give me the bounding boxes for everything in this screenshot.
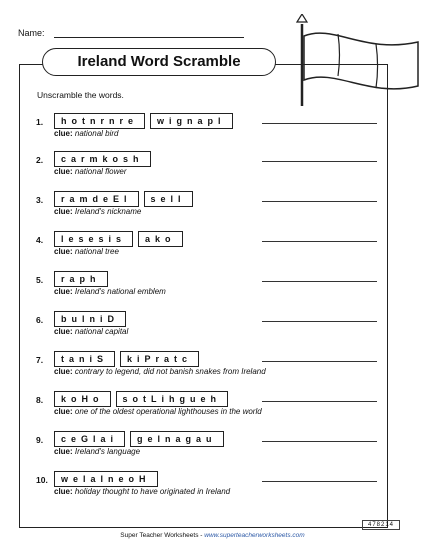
question-number: 10.: [36, 475, 48, 485]
scrambled-words: [54, 113, 233, 129]
clue-label: clue:: [54, 407, 73, 416]
scrambled-words: [54, 231, 183, 247]
answer-line[interactable]: [262, 401, 377, 402]
question-number: 1.: [36, 117, 44, 127]
question-number: 5.: [36, 275, 44, 285]
answer-line[interactable]: [262, 281, 377, 282]
clue-text: [54, 367, 266, 376]
clue-text: [54, 407, 262, 416]
scrambled-words: [54, 431, 224, 447]
clue-text: [54, 287, 166, 296]
clue-label: clue:: [54, 167, 73, 176]
clue-value: Ireland's nickname: [74, 207, 142, 216]
question-item: [36, 191, 386, 227]
clue-value: Ireland's language: [74, 447, 141, 456]
question-number: 8.: [36, 395, 44, 405]
clue-text: [54, 487, 230, 496]
answer-line[interactable]: [262, 361, 377, 362]
scrambled-words: [54, 391, 228, 407]
question-item: [36, 471, 386, 507]
clue-label: clue:: [54, 287, 73, 296]
question-number: 7.: [36, 355, 44, 365]
clue-value: national bird: [74, 129, 119, 138]
question-item: [36, 113, 386, 149]
clue-label: clue:: [54, 129, 73, 138]
scrambled-word-box: bulniD: [54, 311, 126, 327]
question-item: [36, 271, 386, 307]
instructions: Unscramble the words.: [37, 90, 124, 100]
clue-label: clue:: [54, 207, 73, 216]
name-field[interactable]: [54, 37, 244, 38]
scrambled-words: [54, 191, 193, 207]
clue-label: clue:: [54, 247, 73, 256]
clue-label: clue:: [54, 367, 73, 376]
scrambled-word-box: ako: [138, 231, 183, 247]
scrambled-word-box: taniS: [54, 351, 115, 367]
title-text: Ireland Word Scramble: [77, 53, 241, 70]
scrambled-word-box: lesesis: [54, 231, 133, 247]
scrambled-word-box: koHo: [54, 391, 111, 407]
name-label: Name:: [18, 28, 45, 38]
scrambled-word-box: wignapl: [150, 113, 233, 129]
scrambled-word-box: ceGlai: [54, 431, 125, 447]
clue-value: national capital: [74, 327, 129, 336]
clue-value: contrary to legend, did not banish snakes from Ireland: [74, 367, 266, 376]
question-number: 9.: [36, 435, 44, 445]
clue-text: [54, 327, 128, 336]
answer-line[interactable]: [262, 241, 377, 242]
question-item: [36, 391, 386, 427]
clue-value: national tree: [74, 247, 119, 256]
question-item: [36, 151, 386, 187]
question-number: 4.: [36, 235, 44, 245]
scrambled-words: [54, 151, 151, 167]
clue-text: [54, 207, 141, 216]
answer-line[interactable]: [262, 481, 377, 482]
question-number: 2.: [36, 155, 44, 165]
question-item: [36, 231, 386, 267]
clue-text: [54, 447, 140, 456]
clue-label: clue:: [54, 327, 73, 336]
scrambled-words: [54, 351, 199, 367]
scrambled-words: [54, 271, 108, 287]
clue-value: national flower: [74, 167, 127, 176]
scrambled-word-box: ramdeEl: [54, 191, 139, 207]
footer-brand: Super Teacher Worksheets -: [120, 532, 205, 539]
answer-line[interactable]: [262, 161, 377, 162]
scrambled-word-box: hotnrnre: [54, 113, 145, 129]
scrambled-word-box: selI: [144, 191, 193, 207]
scrambled-word-box: carmkosh: [54, 151, 151, 167]
answer-line[interactable]: [262, 123, 377, 124]
scrambled-word-box: sotLihgueh: [116, 391, 229, 407]
scrambled-word-box: welalneoH: [54, 471, 158, 487]
question-number: 3.: [36, 195, 44, 205]
question-item: [36, 351, 386, 387]
scrambled-words: [54, 471, 158, 487]
scrambled-word-box: raph: [54, 271, 108, 287]
clue-text: [54, 247, 119, 256]
clue-label: clue:: [54, 487, 73, 496]
worksheet-code: 478214: [362, 520, 400, 530]
name-row: [18, 28, 45, 38]
scrambled-words: [54, 311, 126, 327]
clue-value: Ireland's national emblem: [74, 287, 166, 296]
footer-url[interactable]: www.superteacherworksheets.com: [204, 532, 305, 539]
worksheet-title: [42, 48, 276, 76]
question-item: [36, 431, 386, 467]
question-number: 6.: [36, 315, 44, 325]
answer-line[interactable]: [262, 201, 377, 202]
clue-text: [54, 129, 119, 138]
scrambled-word-box: gelnagau: [130, 431, 224, 447]
clue-value: one of the oldest operational lighthouses in the world: [74, 407, 262, 416]
answer-line[interactable]: [262, 441, 377, 442]
footer: [0, 532, 425, 539]
scrambled-word-box: kiPratc: [120, 351, 199, 367]
clue-label: clue:: [54, 447, 73, 456]
clue-value: holiday thought to have originated in Ireland: [74, 487, 231, 496]
clue-text: [54, 167, 127, 176]
answer-line[interactable]: [262, 321, 377, 322]
question-item: [36, 311, 386, 347]
